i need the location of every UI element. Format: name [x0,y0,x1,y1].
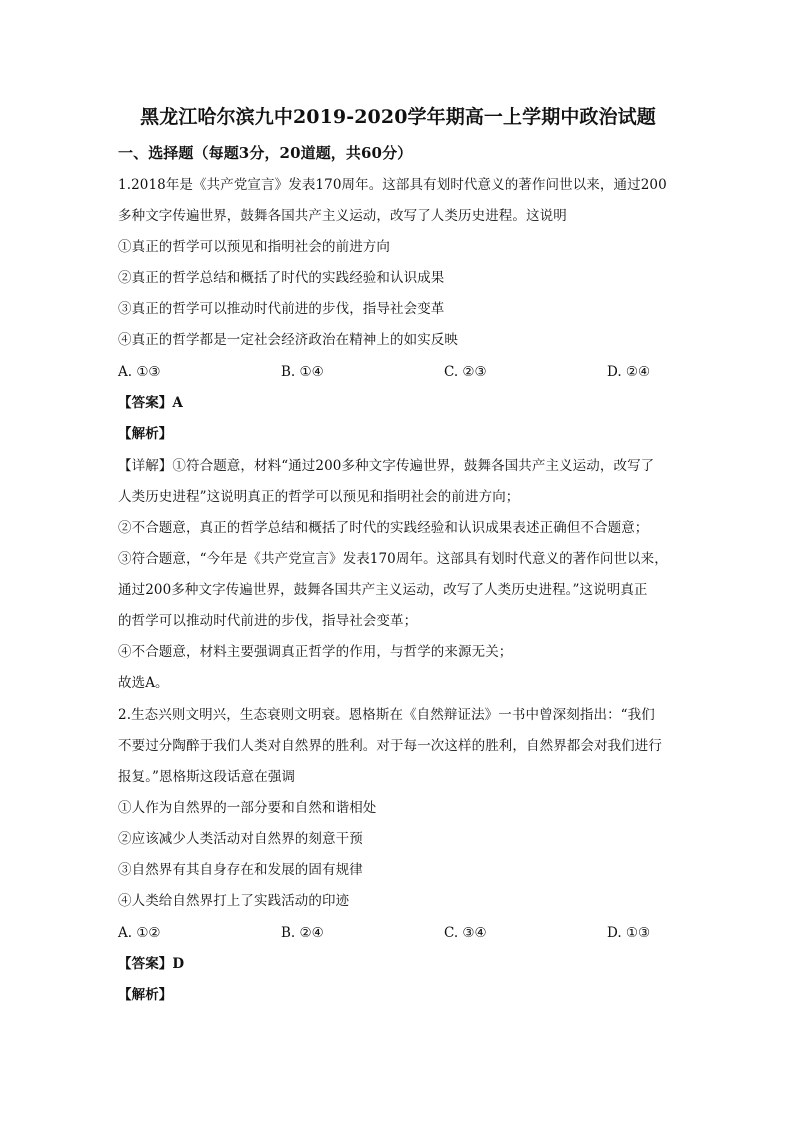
q2-item: ③自然界有其自身存在和发展的固有规律 [118,862,363,878]
q1-item: ③真正的哲学可以推动时代前进的步伐，指导社会变革 [118,301,445,317]
q1-stem-line: 多种文字传遍世界，鼓舞各国共产主义运动，改写了人类历史进程。这说明 [118,208,567,224]
q1-option-c: C. ②③ [444,364,487,380]
q1-explanation-line: ④不合题意，材料主要强调真正哲学的作用，与哲学的来源无关； [118,644,513,660]
q1-option-d: D. ②④ [607,364,651,380]
q1-explanation-line: 通过200多种文字传遍世界，鼓舞各国共产主义运动，改写了人类历史进程。”这说明真正 [118,582,648,598]
q2-stem-line: 不要过分陶醉于我们人类对自然界的胜利。对于每一次这样的胜利，自然界都会对我们进行 [118,738,662,754]
q1-option-b: B. ①④ [281,364,324,380]
q2-stem-line: 报复。”恩格斯这段话意在强调 [118,769,296,785]
q2-option-c: C. ③④ [444,925,487,941]
q1-option-a: A. ①③ [118,364,161,380]
q2-option-d: D. ①③ [607,925,651,941]
q1-explanation-line: 故选A。 [118,675,169,691]
q1-explanation-line: ②不合题意，真正的哲学总结和概括了时代的实践经验和认识成果表述正确但不合题意； [118,520,649,536]
q1-analysis-label: 【解析】 [118,426,173,442]
q1-explanation-line: 的哲学可以推动时代前进的步伐，指导社会变革； [118,613,418,629]
q1-explanation-line: 【详解】①符合题意，材料“通过200多种文字传遍世界，鼓舞各国共产主义运动，改写了 [118,458,655,474]
q1-answer: 【答案】A [118,395,183,411]
q1-stem-line: 1.2018年是《共产党宣言》发表170周年。这部具有划时代意义的著作问世以来，通过200 [118,177,667,193]
page-title: 黑龙江哈尔滨九中2019-2020学年期高一上学期中政治试题 [140,106,656,128]
q1-item: ②真正的哲学总结和概括了时代的实践经验和认识成果 [118,270,445,286]
q2-option-b: B. ②④ [281,925,324,941]
q2-analysis-label: 【解析】 [118,987,173,1003]
q2-stem-line: 2.生态兴则文明兴，生态衰则文明衰。恩格斯在《自然辩证法》一书中曾深刻指出：“我们 [118,707,655,723]
q2-item: ②应该减少人类活动对自然界的刻意干预 [118,831,363,847]
q1-item: ④真正的哲学都是一定社会经济政治在精神上的如实反映 [118,332,458,348]
section-heading: 一、选择题（每题3分，20道题，共60分） [118,144,413,162]
q2-option-a: A. ①② [118,925,161,941]
q1-explanation-line: ③符合题意，“今年是《共产党宣言》发表170周年。这部具有划时代意义的著作问世以来， [118,551,668,567]
q2-item: ④人类给自然界打上了实践活动的印迹 [118,893,350,909]
q2-item: ①人作为自然界的一部分要和自然和谐相处 [118,800,377,816]
q1-item: ①真正的哲学可以预见和指明社会的前进方向 [118,239,390,255]
q2-answer: 【答案】D [118,956,185,972]
q1-explanation-line: 人类历史进程”这说明真正的哲学可以预见和指明社会的前进方向； [118,489,520,505]
